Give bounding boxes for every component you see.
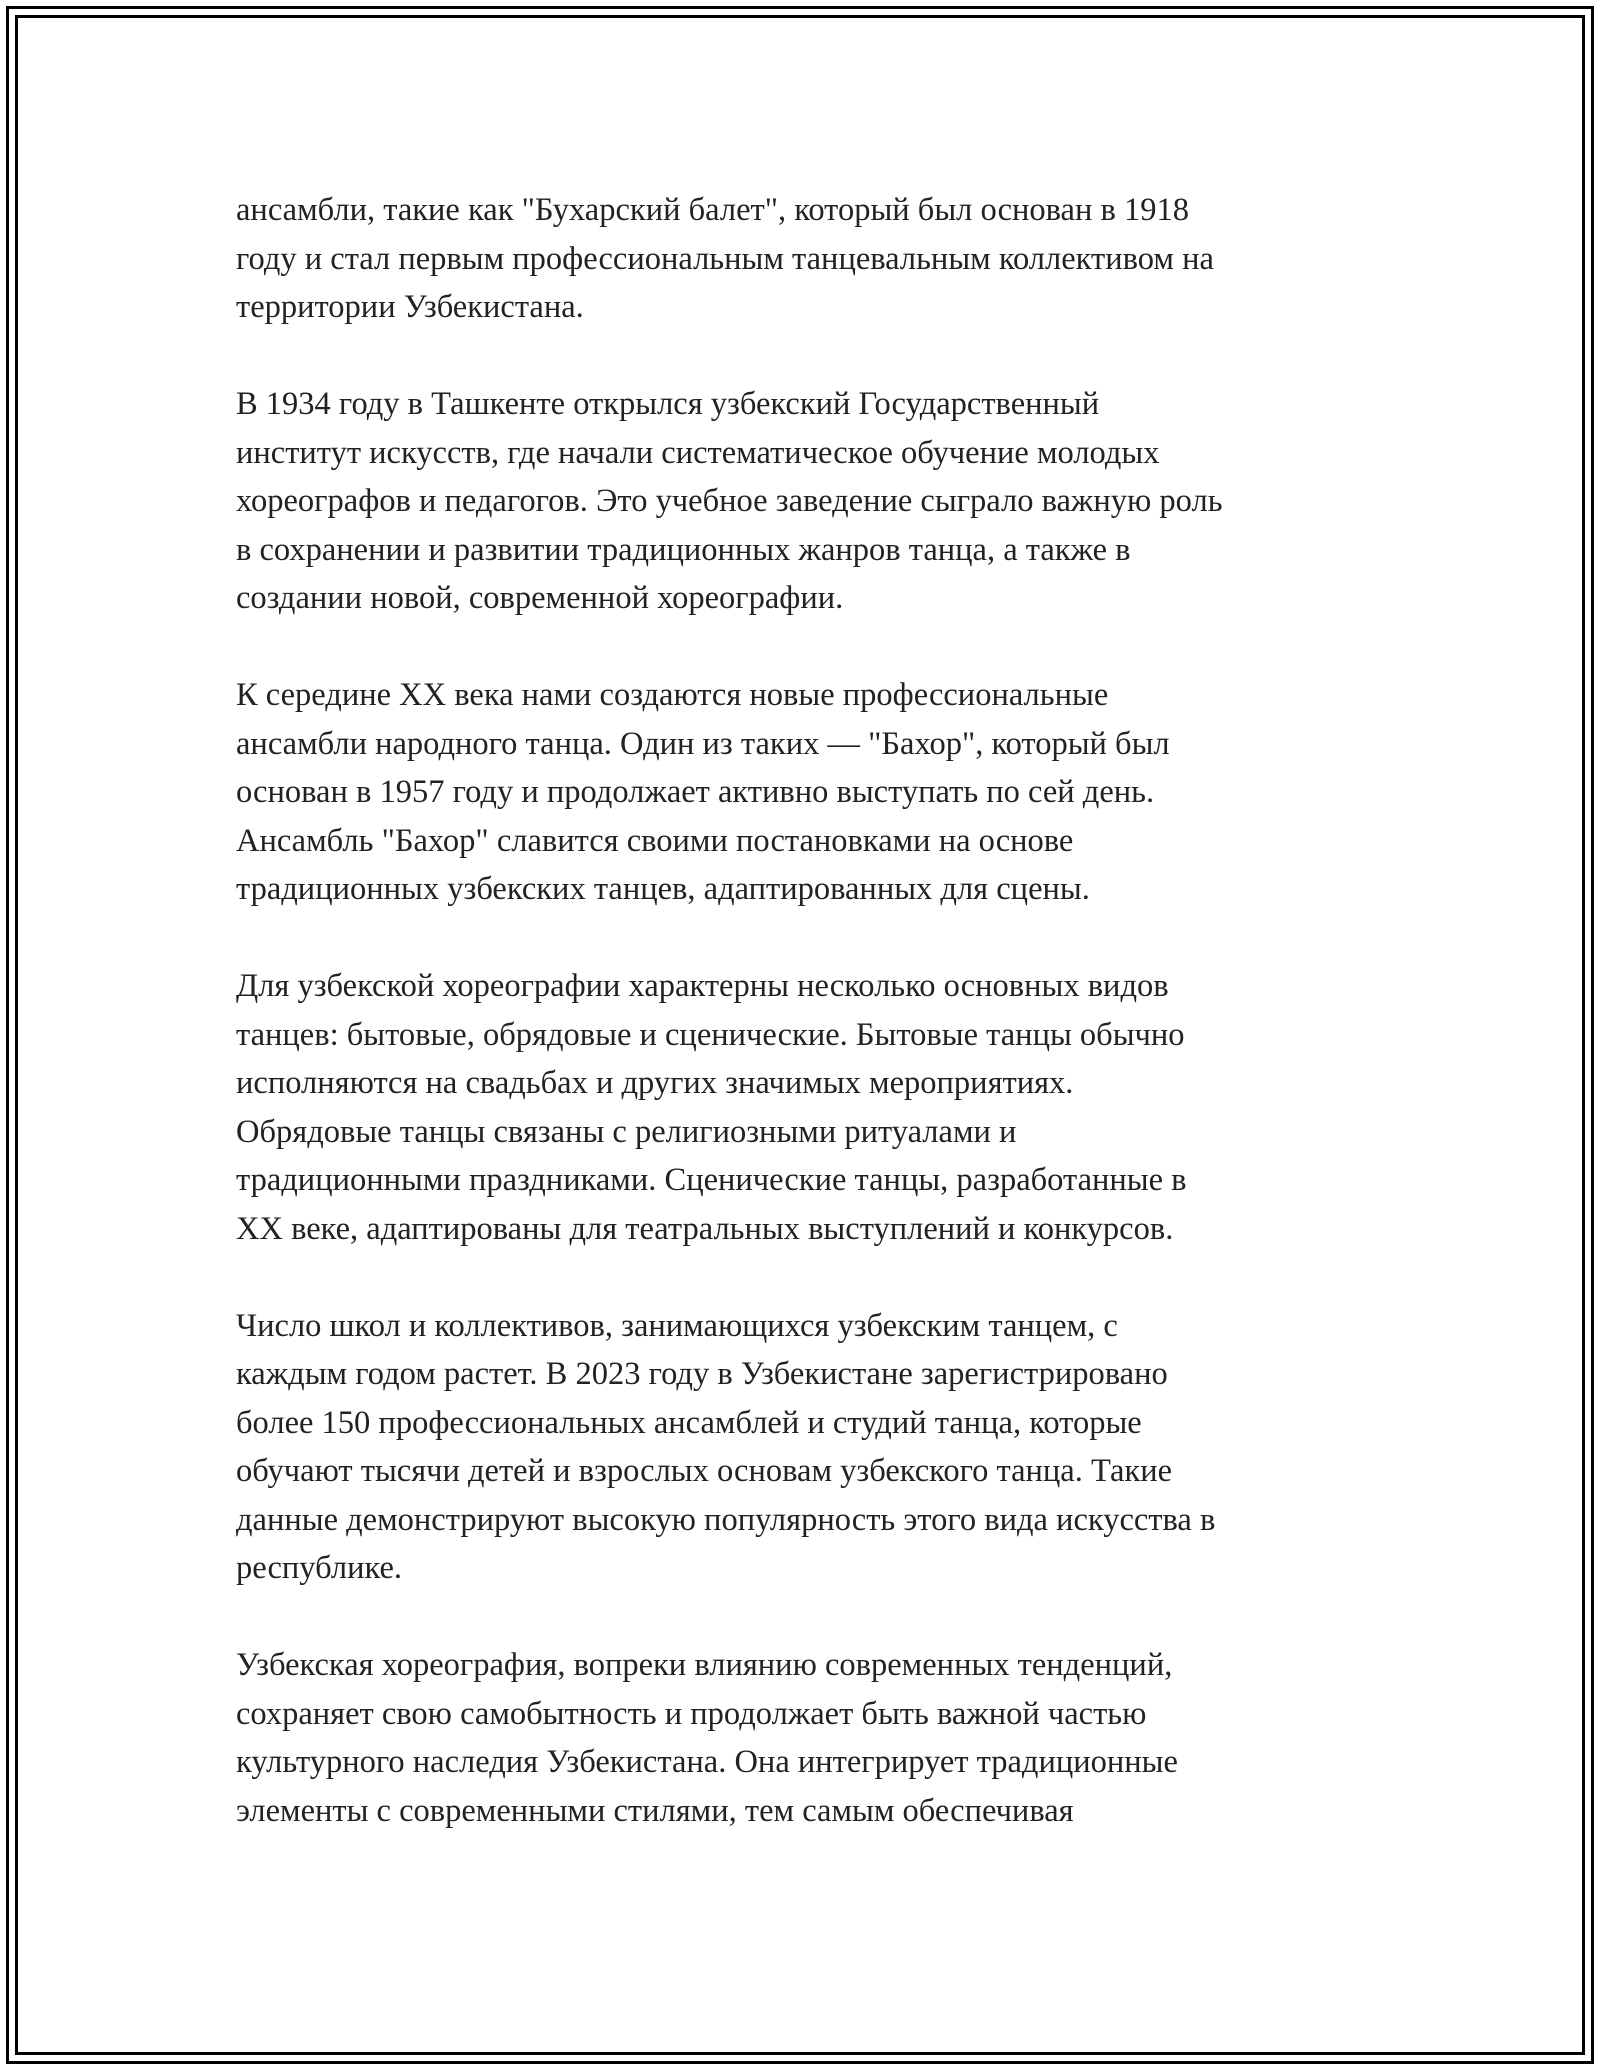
paragraph-bahor-ensemble: К середине XX века нами создаются новые профессиональные ансамбли народного танца. Один из таких — "Бахор", который был основан в 1957 году и продолжает активно выступать по сей день. Ансамбль "Бахор" славится своими постановками на основе традиционных узбекских танцев, адаптированных для сцены.	[236, 677, 1170, 907]
paragraph-bukhara-ballet: ансамбли, такие как "Бухарский балет", который был основан в 1918 году и стал первым профессиональным танцевальным коллективом на территории Узбекистана.	[236, 192, 1214, 325]
paragraph-tashkent-institute: В 1934 году в Ташкенте открылся узбекский Государственный институт искусств, где начали систематическое обучение молодых хореографов и педагогов. Это учебное заведение сыграло важную роль в сохранении и развитии традиционных жанров танца, а также в создании новой, современной хореографии.	[236, 386, 1223, 616]
paragraph-conclusion: Узбекская хореография, вопреки влиянию современных тенденций, сохраняет свою самобытность и продолжает быть важной частью культурного наследия Узбекистана. Она интегрирует традиционные элементы с современными стилями, тем самым обеспечивая	[236, 1647, 1178, 1829]
paragraph-schools-statistics: Число школ и коллективов, занимающихся узбекским танцем, с каждым годом растет. В 2023 году в Узбекистане зарегистрировано более 150 профессиональных ансамблей и студий танца, которые обучают тысячи детей и взрослых основам узбекского танца. Такие данные демонстрируют высокую популярность этого вида искусства в республике.	[236, 1307, 1216, 1586]
document-body	[236, 186, 1366, 1884]
paragraph-dance-types: Для узбекской хореографии характерны несколько основных видов танцев: бытовые, обрядовые и сценические. Бытовые танцы обычно исполняются на свадьбах и других значимых мероприятиях. Обрядовые танцы связаны с религиозными ритуалами и традиционными праздниками. Сценические танцы, разработанные в XX веке, адаптированы для театральных выступлений и конкурсов.	[236, 968, 1187, 1247]
